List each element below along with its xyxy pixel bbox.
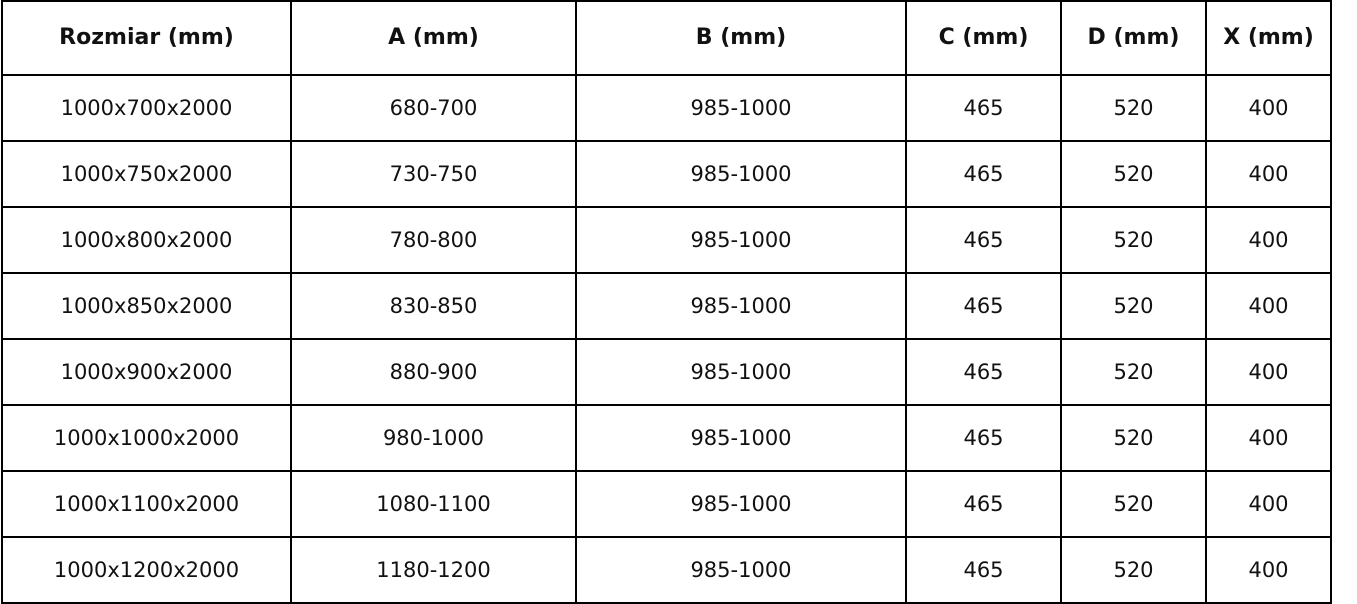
cell-c: 465 xyxy=(906,405,1061,471)
table-row xyxy=(2,273,1331,339)
table-row xyxy=(2,471,1331,537)
cell-c: 465 xyxy=(906,273,1061,339)
table-row xyxy=(2,207,1331,273)
cell-d: 520 xyxy=(1061,207,1206,273)
cell-b: 985-1000 xyxy=(576,339,906,405)
cell-a: 830-850 xyxy=(291,273,576,339)
column-header-rozmiar: Rozmiar (mm) xyxy=(2,1,291,75)
table-row xyxy=(2,537,1331,603)
cell-rozmiar: 1000x850x2000 xyxy=(2,273,291,339)
cell-d: 520 xyxy=(1061,75,1206,141)
cell-b: 985-1000 xyxy=(576,75,906,141)
cell-rozmiar: 1000x800x2000 xyxy=(2,207,291,273)
cell-b: 985-1000 xyxy=(576,207,906,273)
cell-rozmiar: 1000x700x2000 xyxy=(2,75,291,141)
table-row xyxy=(2,141,1331,207)
cell-c: 465 xyxy=(906,339,1061,405)
column-header-b: B (mm) xyxy=(576,1,906,75)
column-header-d: D (mm) xyxy=(1061,1,1206,75)
cell-d: 520 xyxy=(1061,141,1206,207)
cell-x: 400 xyxy=(1206,339,1331,405)
cell-a: 980-1000 xyxy=(291,405,576,471)
cell-rozmiar: 1000x750x2000 xyxy=(2,141,291,207)
cell-a: 680-700 xyxy=(291,75,576,141)
cell-d: 520 xyxy=(1061,471,1206,537)
cell-d: 520 xyxy=(1061,273,1206,339)
cell-d: 520 xyxy=(1061,405,1206,471)
cell-a: 880-900 xyxy=(291,339,576,405)
cell-x: 400 xyxy=(1206,273,1331,339)
cell-rozmiar: 1000x900x2000 xyxy=(2,339,291,405)
cell-b: 985-1000 xyxy=(576,405,906,471)
dimensions-table xyxy=(1,0,1332,604)
cell-b: 985-1000 xyxy=(576,471,906,537)
cell-c: 465 xyxy=(906,207,1061,273)
cell-a: 780-800 xyxy=(291,207,576,273)
cell-d: 520 xyxy=(1061,339,1206,405)
cell-b: 985-1000 xyxy=(576,141,906,207)
cell-x: 400 xyxy=(1206,75,1331,141)
cell-x: 400 xyxy=(1206,471,1331,537)
table-row xyxy=(2,75,1331,141)
cell-rozmiar: 1000x1200x2000 xyxy=(2,537,291,603)
column-header-c: C (mm) xyxy=(906,1,1061,75)
table-header-row xyxy=(2,1,1331,75)
cell-rozmiar: 1000x1100x2000 xyxy=(2,471,291,537)
cell-a: 1180-1200 xyxy=(291,537,576,603)
cell-d: 520 xyxy=(1061,537,1206,603)
table-body xyxy=(2,75,1331,603)
table-row xyxy=(2,339,1331,405)
cell-b: 985-1000 xyxy=(576,537,906,603)
cell-c: 465 xyxy=(906,141,1061,207)
cell-x: 400 xyxy=(1206,207,1331,273)
column-header-a: A (mm) xyxy=(291,1,576,75)
table-header xyxy=(2,1,1331,75)
cell-b: 985-1000 xyxy=(576,273,906,339)
cell-c: 465 xyxy=(906,75,1061,141)
cell-c: 465 xyxy=(906,471,1061,537)
cell-a: 730-750 xyxy=(291,141,576,207)
cell-x: 400 xyxy=(1206,405,1331,471)
cell-x: 400 xyxy=(1206,537,1331,603)
column-header-x: X (mm) xyxy=(1206,1,1331,75)
cell-c: 465 xyxy=(906,537,1061,603)
table-row xyxy=(2,405,1331,471)
cell-rozmiar: 1000x1000x2000 xyxy=(2,405,291,471)
cell-x: 400 xyxy=(1206,141,1331,207)
cell-a: 1080-1100 xyxy=(291,471,576,537)
